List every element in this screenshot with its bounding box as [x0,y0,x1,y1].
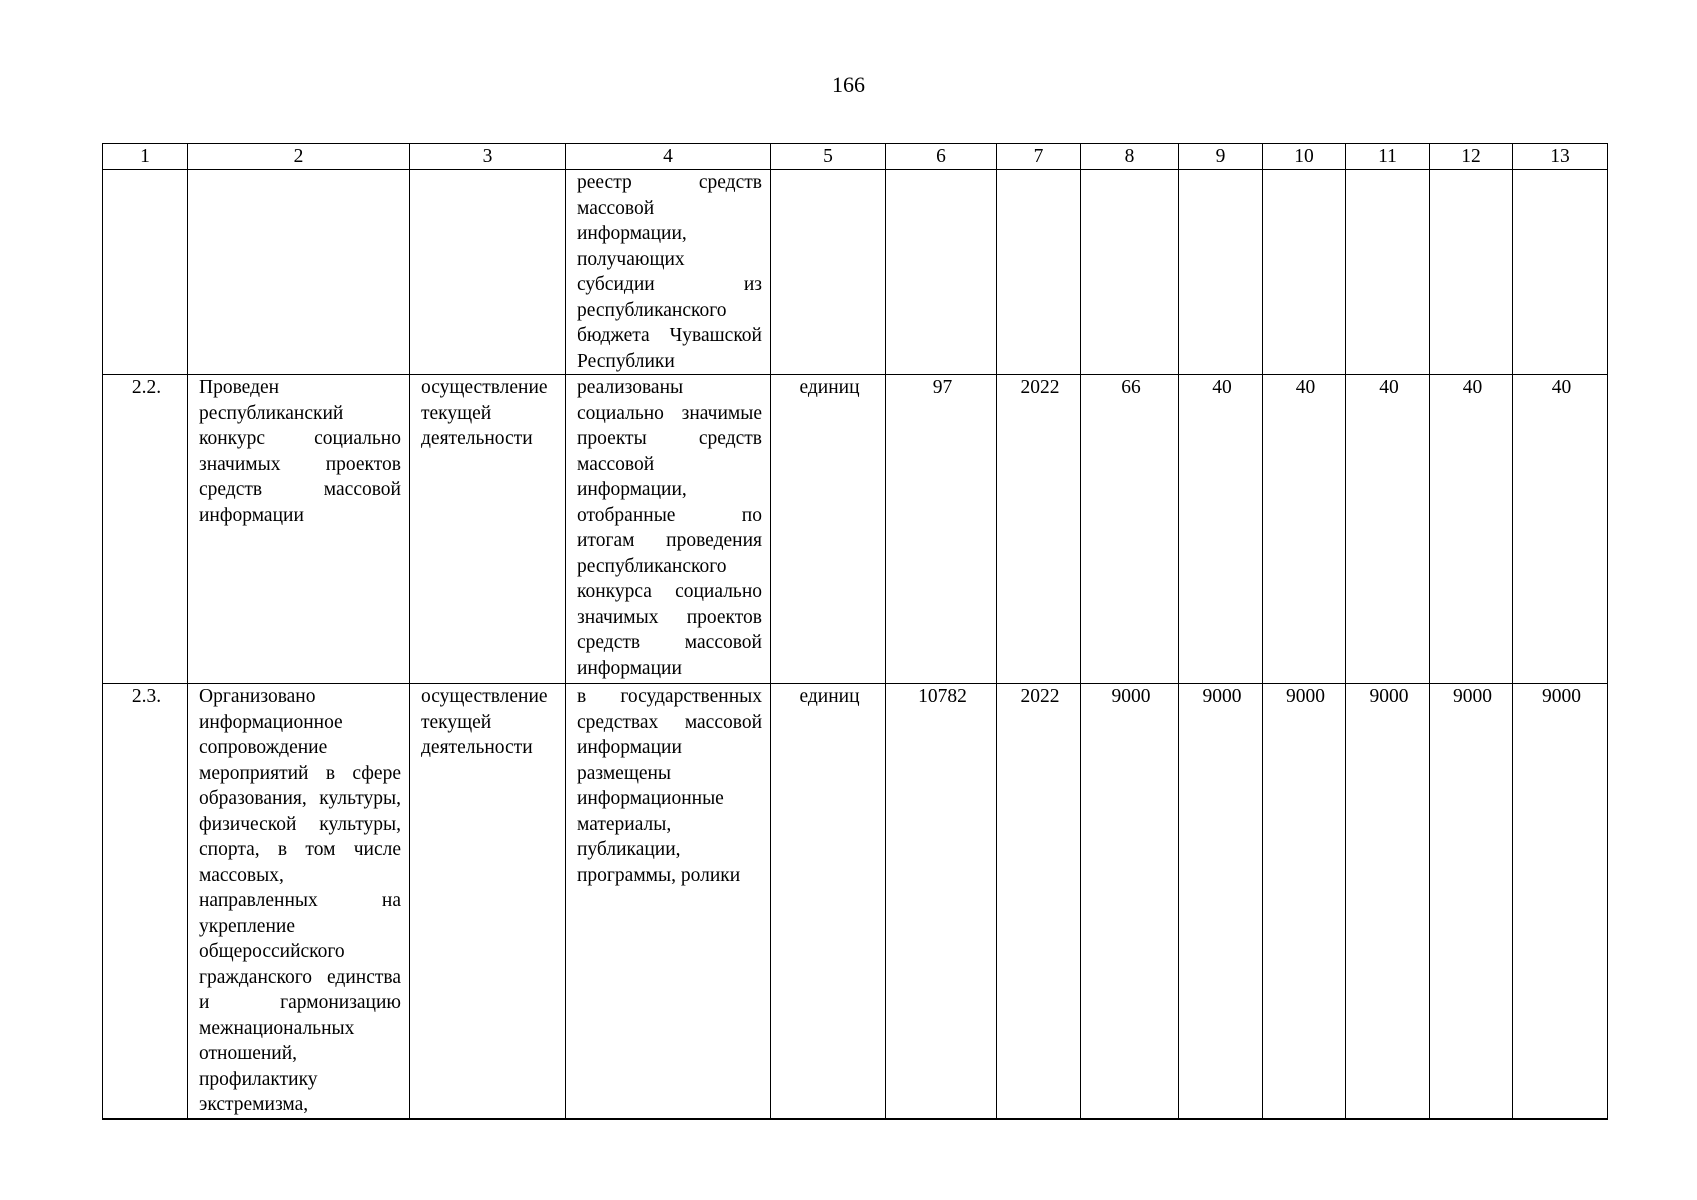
value-cell [1179,170,1263,375]
column-header: 1 [103,144,188,170]
event-type: осуществление текущей деятельности [410,684,566,1119]
column-header: 11 [1346,144,1430,170]
table-row [103,170,1608,375]
column-header: 4 [566,144,771,170]
value-cell: 9000 [1513,684,1608,1119]
column-header: 8 [1081,144,1179,170]
unit-cell: единиц [771,375,886,684]
row-number: 2.2. [103,375,188,684]
unit-cell [771,170,886,375]
event-name: Организовано информационное сопровождение мероприятий в сфере образования, культуры, физической культуры, спорта, в том числе массовых, направленных на укрепление общероссийского гражданского единства и гармонизацию межнациональных отношений, профилактику экстремизма, [188,684,410,1119]
column-header: 12 [1430,144,1513,170]
event-result: в государственных средствах массовой информации размещены информационные материалы, публикации, программы, ролики [566,684,771,1119]
value-cell: 9000 [1263,684,1346,1119]
column-header: 5 [771,144,886,170]
value-cell: 40 [1430,375,1513,684]
value-cell: 40 [1263,375,1346,684]
column-header: 7 [997,144,1081,170]
column-header: 6 [886,144,997,170]
value-cell: 9000 [1081,684,1179,1119]
base-value-cell: 10782 [886,684,997,1119]
value-cell: 9000 [1430,684,1513,1119]
value-cell: 40 [1513,375,1608,684]
base-year-cell [997,170,1081,375]
unit-cell: единиц [771,684,886,1119]
base-value-cell [886,170,997,375]
column-header: 9 [1179,144,1263,170]
value-cell: 40 [1346,375,1430,684]
base-year-cell: 2022 [997,375,1081,684]
event-type: осуществление текущей деятельности [410,375,566,684]
event-name [188,170,410,375]
value-cell [1430,170,1513,375]
event-type [410,170,566,375]
value-cell [1346,170,1430,375]
value-cell: 9000 [1346,684,1430,1119]
column-header: 3 [410,144,566,170]
event-result: реестр средств массовой информации, получающих субсидии из республиканского бюджета Чувашской Республики [566,170,771,375]
column-header: 10 [1263,144,1346,170]
page-number: 166 [832,72,865,97]
row-number [103,170,188,375]
value-cell: 40 [1179,375,1263,684]
indicators-table [102,143,1608,1120]
table-row [103,684,1608,1119]
table-row [103,375,1608,684]
value-cell: 9000 [1179,684,1263,1119]
column-header: 2 [188,144,410,170]
base-value-cell: 97 [886,375,997,684]
value-cell [1081,170,1179,375]
value-cell [1263,170,1346,375]
event-name: Проведен республиканский конкурс социально значимых проектов средств массовой информации [188,375,410,684]
table-header-row [103,144,1608,170]
event-result: реализованы социально значимые проекты средств массовой информации, отобранные по итогам проведения республиканского конкурса социально значимых проектов средств массовой информации [566,375,771,684]
row-number: 2.3. [103,684,188,1119]
column-header: 13 [1513,144,1608,170]
value-cell: 66 [1081,375,1179,684]
value-cell [1513,170,1608,375]
base-year-cell: 2022 [997,684,1081,1119]
